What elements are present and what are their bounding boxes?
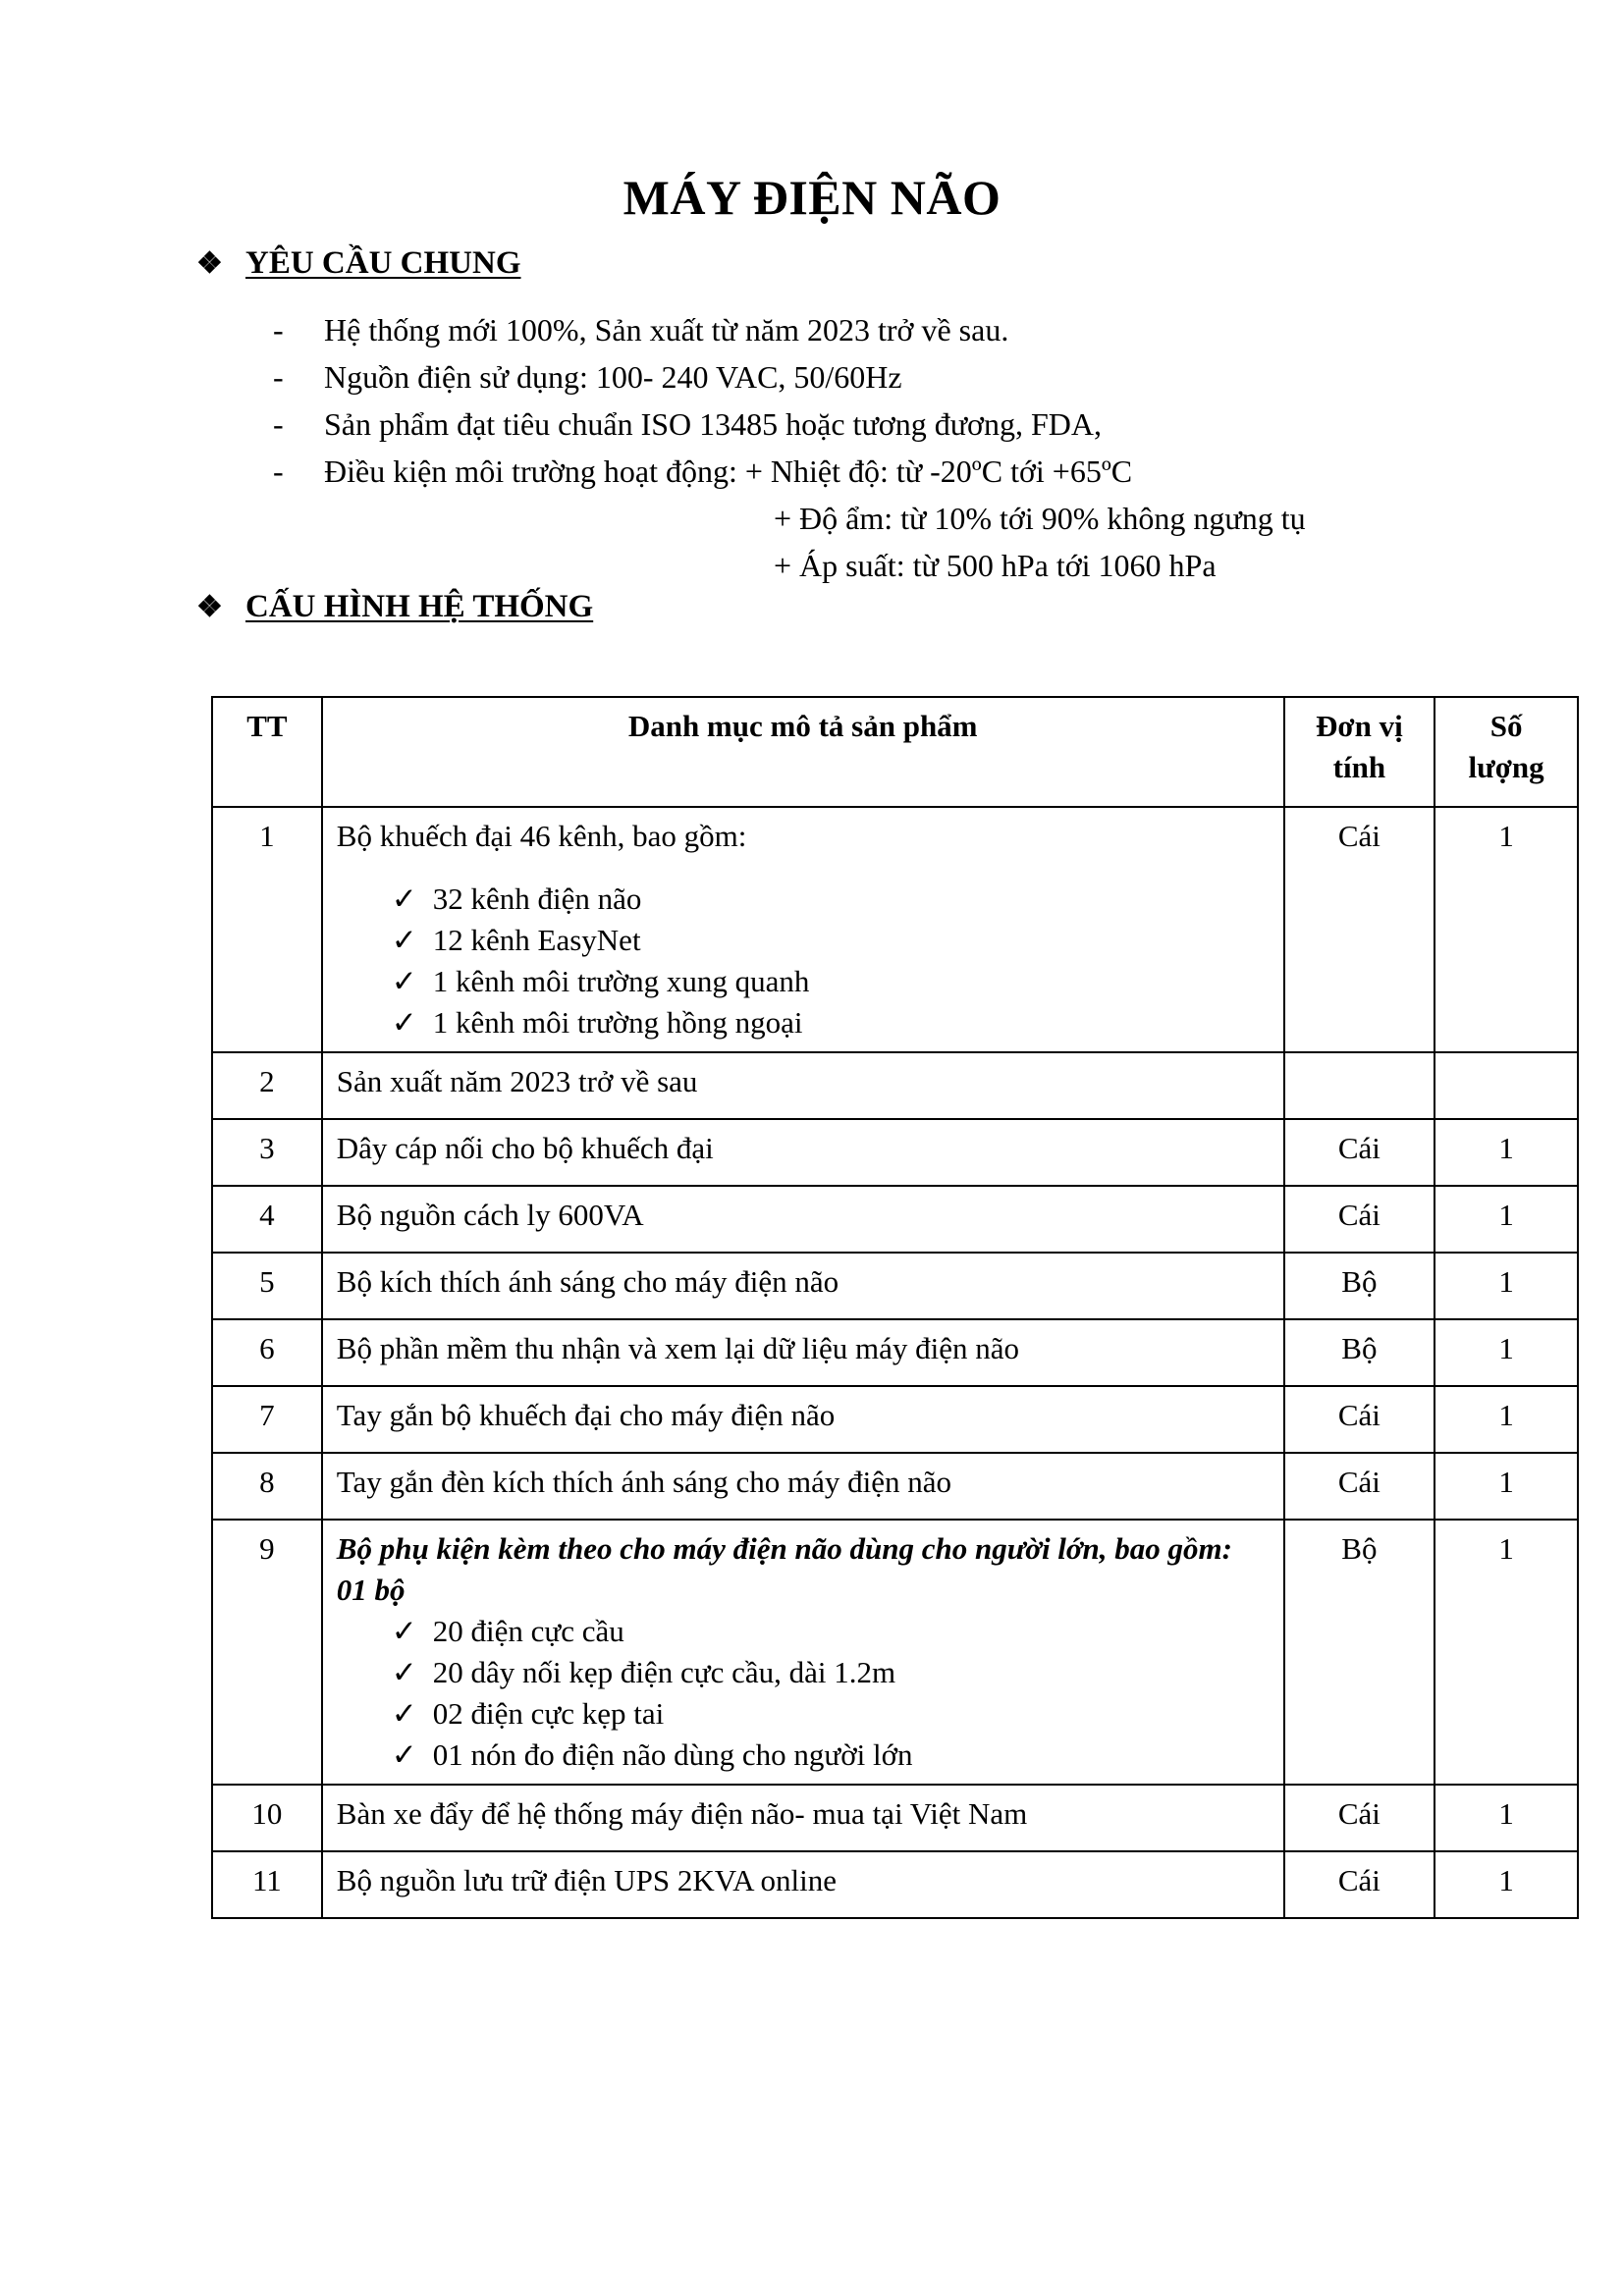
requirement-item [273, 353, 1306, 400]
table-row [212, 1785, 1578, 1851]
cell-quantity: 1 [1435, 1386, 1578, 1453]
sub-item-list [337, 1611, 1270, 1776]
cell-unit: Bộ [1284, 1319, 1435, 1386]
section-heading: YÊU CẦU CHUNG [245, 245, 521, 281]
diamond-bullet-icon: ❖ [196, 591, 223, 623]
dash-bullet: - [273, 406, 284, 442]
item-description: Bộ phụ kiện kèm theo cho máy điện não dùng cho người lớn, bao gồm: 01 bộ [336, 1531, 1232, 1607]
cell-tt: 2 [212, 1052, 322, 1119]
cell-unit: Cái [1284, 1453, 1435, 1520]
cell-tt: 8 [212, 1453, 322, 1520]
sub-item [392, 1735, 1270, 1776]
sub-item-text: 02 điện cực kẹp tai [432, 1696, 665, 1731]
sub-item-text: 1 kênh môi trường xung quanh [432, 964, 810, 998]
cell-description [322, 807, 1284, 1052]
requirement-continuation: + Áp suất: từ 500 hPa tới 1060 hPa [774, 548, 1217, 583]
checkmark-icon: ✓ [391, 964, 417, 998]
sub-item-text: 01 nón đo điện não dùng cho người lớn [432, 1737, 913, 1772]
sub-item [392, 961, 1270, 1002]
dash-bullet: - [273, 454, 284, 489]
cell-unit: Cái [1284, 1186, 1435, 1253]
cell-description: Bộ nguồn cách ly 600VA [322, 1186, 1284, 1253]
header-unit: Đơn vị tính [1284, 697, 1435, 807]
cell-tt: 6 [212, 1319, 322, 1386]
table-row [212, 1119, 1578, 1186]
table-row [212, 807, 1578, 1052]
requirement-text: Nguồn điện sử dụng: 100- 240 VAC, 50/60Hz [324, 359, 902, 395]
requirement-text: Sản phẩm đạt tiêu chuẩn ISO 13485 hoặc tương đương, FDA, [324, 406, 1102, 442]
checkmark-icon: ✓ [391, 1655, 417, 1689]
cell-tt: 1 [212, 807, 322, 1052]
cell-unit: Cái [1284, 1785, 1435, 1851]
sub-item [392, 1652, 1270, 1693]
cell-description: Tay gắn bộ khuếch đại cho máy điện não [322, 1386, 1284, 1453]
requirement-item [273, 306, 1306, 353]
sub-item [392, 920, 1270, 961]
sub-item-text: 32 kênh điện não [432, 881, 642, 916]
cell-quantity: 1 [1435, 1319, 1578, 1386]
cell-tt: 5 [212, 1253, 322, 1319]
table-row [212, 1453, 1578, 1520]
cell-quantity [1435, 1052, 1578, 1119]
sub-item [392, 879, 1270, 920]
header-quantity: Số lượng [1435, 697, 1578, 807]
cell-description: Tay gắn đèn kích thích ánh sáng cho máy điện não [322, 1453, 1284, 1520]
cell-quantity: 1 [1435, 807, 1578, 1052]
table-row [212, 1851, 1578, 1918]
sub-item [392, 1611, 1270, 1652]
header-tt: TT [212, 697, 322, 807]
table-row [212, 1186, 1578, 1253]
document-title: MÁY ĐIỆN NÃO [623, 170, 1001, 225]
table-row [212, 1052, 1578, 1119]
sub-item-text: 20 dây nối kẹp điện cực cầu, dài 1.2m [432, 1655, 896, 1689]
cell-quantity: 1 [1435, 1453, 1578, 1520]
sub-item-list [337, 879, 1270, 1043]
cell-unit: Bộ [1284, 1253, 1435, 1319]
cell-unit: Cái [1284, 807, 1435, 1052]
sub-item [392, 1002, 1270, 1043]
cell-tt: 4 [212, 1186, 322, 1253]
cell-unit: Bộ [1284, 1520, 1435, 1785]
requirements-list [273, 306, 1306, 589]
diamond-bullet-icon: ❖ [196, 247, 223, 280]
cell-tt: 3 [212, 1119, 322, 1186]
checkmark-icon: ✓ [391, 1005, 417, 1040]
cell-quantity: 1 [1435, 1785, 1578, 1851]
checkmark-icon: ✓ [391, 923, 417, 957]
dash-bullet: - [273, 359, 284, 395]
requirement-text: Hệ thống mới 100%, Sản xuất từ năm 2023 trở về sau. [324, 312, 1009, 347]
cell-description: Dây cáp nối cho bộ khuếch đại [322, 1119, 1284, 1186]
table-row [212, 1253, 1578, 1319]
cell-quantity: 1 [1435, 1520, 1578, 1785]
section-heading: CẤU HÌNH HỆ THỐNG [245, 589, 594, 624]
table-row [212, 1319, 1578, 1386]
sub-item [392, 1693, 1270, 1735]
cell-description: Bộ nguồn lưu trữ điện UPS 2KVA online [322, 1851, 1284, 1918]
checkmark-icon: ✓ [391, 1614, 417, 1648]
cell-quantity: 1 [1435, 1186, 1578, 1253]
configuration-table [211, 696, 1579, 1919]
cell-description: Bộ kích thích ánh sáng cho máy điện não [322, 1253, 1284, 1319]
cell-tt: 9 [212, 1520, 322, 1785]
cell-unit: Cái [1284, 1851, 1435, 1918]
section-system-config [196, 589, 593, 625]
sub-item-text: 1 kênh môi trường hồng ngoại [432, 1005, 803, 1040]
requirement-text: Điều kiện môi trường hoạt động: + Nhiệt độ: từ -20ºC tới +65ºC [324, 454, 1133, 489]
cell-tt: 10 [212, 1785, 322, 1851]
cell-unit: Cái [1284, 1386, 1435, 1453]
cell-quantity: 1 [1435, 1119, 1578, 1186]
checkmark-icon: ✓ [391, 881, 417, 916]
cell-description: Bộ phần mềm thu nhận và xem lại dữ liệu máy điện não [322, 1319, 1284, 1386]
checkmark-icon: ✓ [391, 1696, 417, 1731]
cell-unit: Cái [1284, 1119, 1435, 1186]
table-row [212, 1520, 1578, 1785]
cell-tt: 11 [212, 1851, 322, 1918]
table-header-row [212, 697, 1578, 807]
requirement-item [273, 448, 1306, 495]
checkmark-icon: ✓ [391, 1737, 417, 1772]
cell-quantity: 1 [1435, 1253, 1578, 1319]
item-description: Bộ khuếch đại 46 kênh, bao gồm: [336, 819, 747, 853]
cell-description: Sản xuất năm 2023 trở về sau [322, 1052, 1284, 1119]
table-row [212, 1386, 1578, 1453]
requirement-continuation: + Độ ẩm: từ 10% tới 90% không ngưng tụ [774, 501, 1306, 536]
cell-description [322, 1520, 1284, 1785]
cell-quantity: 1 [1435, 1851, 1578, 1918]
sub-item-text: 12 kênh EasyNet [432, 923, 641, 957]
section-general-requirements [196, 245, 521, 282]
requirement-item [273, 400, 1306, 448]
cell-tt: 7 [212, 1386, 322, 1453]
header-description: Danh mục mô tả sản phẩm [322, 697, 1284, 807]
dash-bullet: - [273, 312, 284, 347]
sub-item-text: 20 điện cực cầu [432, 1614, 624, 1648]
cell-description: Bàn xe đẩy để hệ thống máy điện não- mua tại Việt Nam [322, 1785, 1284, 1851]
cell-unit [1284, 1052, 1435, 1119]
